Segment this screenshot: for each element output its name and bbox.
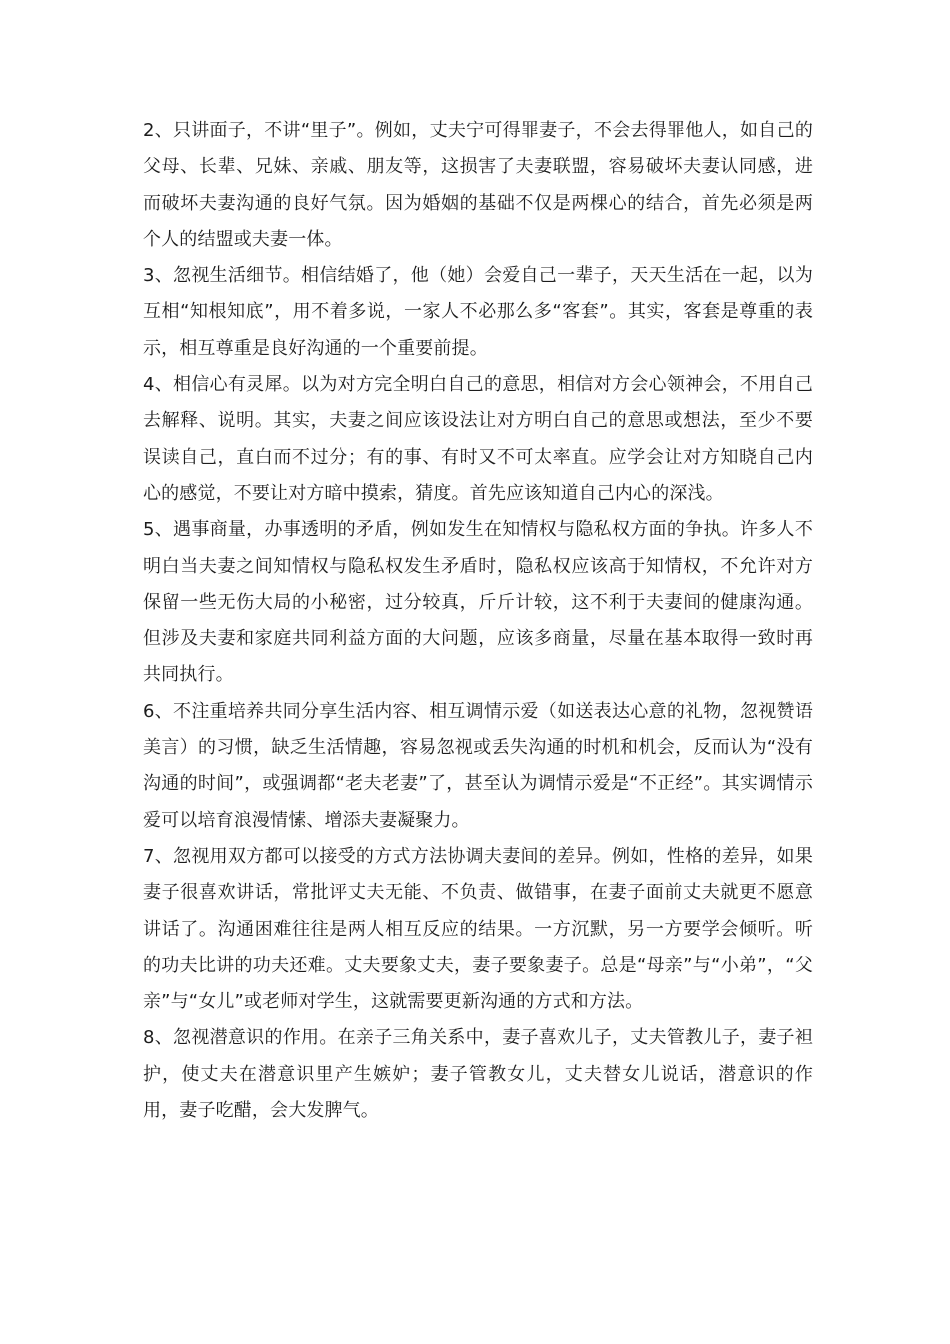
paragraph-item-3: 3、忽视生活细节。相信结婚了，他（她）会爱自己一辈子，天天生活在一起，以为互相“知根知底”，用不着多说，一家人不必那么多“客套”。其实，客套是尊重的表示，相互尊重是良好沟通的一个重要前提。 bbox=[143, 265, 813, 359]
paragraph-item-2: 2、只讲面子，不讲“里子”。例如，丈夫宁可得罪妻子，不会去得罪他人，如自己的父母、长辈、兄妹、亲戚、朋友等，这损害了夫妻联盟，容易破坏夫妻认同感，进而破坏夫妻沟通的良好气氛。因为婚姻的基础不仅是两棵心的结合，首先必须是两个人的结盟或夫妻一体。 bbox=[143, 120, 813, 250]
paragraph-item-4: 4、相信心有灵犀。以为对方完全明白自己的意思，相信对方会心领神会，不用自己去解释、说明。其实，夫妻之间应该设法让对方明白自己的意思或想法，至少不要误读自己，直白而不过分；有的事、有时又不可太率直。应学会让对方知晓自己内心的感觉，不要让对方暗中摸索，猜度。首先应该知道自己内心的深浅。 bbox=[143, 374, 813, 504]
paragraph-item-7: 7、忽视用双方都可以接受的方式方法协调夫妻间的差异。例如，性格的差异，如果妻子很喜欢讲话，常批评丈夫无能、不负责、做错事，在妻子面前丈夫就更不愿意讲话了。沟通困难往往是两人相互反应的结果。一方沉默，另一方要学会倾听。听的功夫比讲的功夫还难。丈夫要象丈夫，妻子要象妻子。总是“母亲”与“小弟”，“父亲”与“女儿”或老师对学生，这就需要更新沟通的方式和方法。 bbox=[143, 845, 813, 1013]
paragraph-item-6: 6、不注重培养共同分享生活内容、相互调情示爱（如送表达心意的礼物，忽视赞语美言）的习惯，缺乏生活情趣，容易忽视或丢失沟通的时机和机会，反而认为“没有沟通的时间”，或强调都“老夫老妻”了，甚至认为调情示爱是“不正经”。其实调情示爱可以培育浪漫情愫、增添夫妻凝聚力。 bbox=[143, 700, 813, 831]
document-body bbox=[143, 113, 813, 1129]
paragraph-item-5: 5、遇事商量，办事透明的矛盾，例如发生在知情权与隐私权方面的争执。许多人不明白当夫妻之间知情权与隐私权发生矛盾时，隐私权应该高于知情权，不允许对方保留一些无伤大局的小秘密，过分较真，斤斤计较，这不利于夫妻间的健康沟通。但涉及夫妻和家庭共同利益方面的大问题，应该多商量，尽量在基本取得一致时再共同执行。 bbox=[143, 519, 813, 686]
paragraph-item-8: 8、忽视潜意识的作用。在亲子三角关系中，妻子喜欢儿子，丈夫管教儿子，妻子袒护，使丈夫在潜意识里产生嫉妒；妻子管教女儿，丈夫替女儿说话，潜意识的作用，妻子吃醋，会大发脾气。 bbox=[143, 1027, 813, 1122]
